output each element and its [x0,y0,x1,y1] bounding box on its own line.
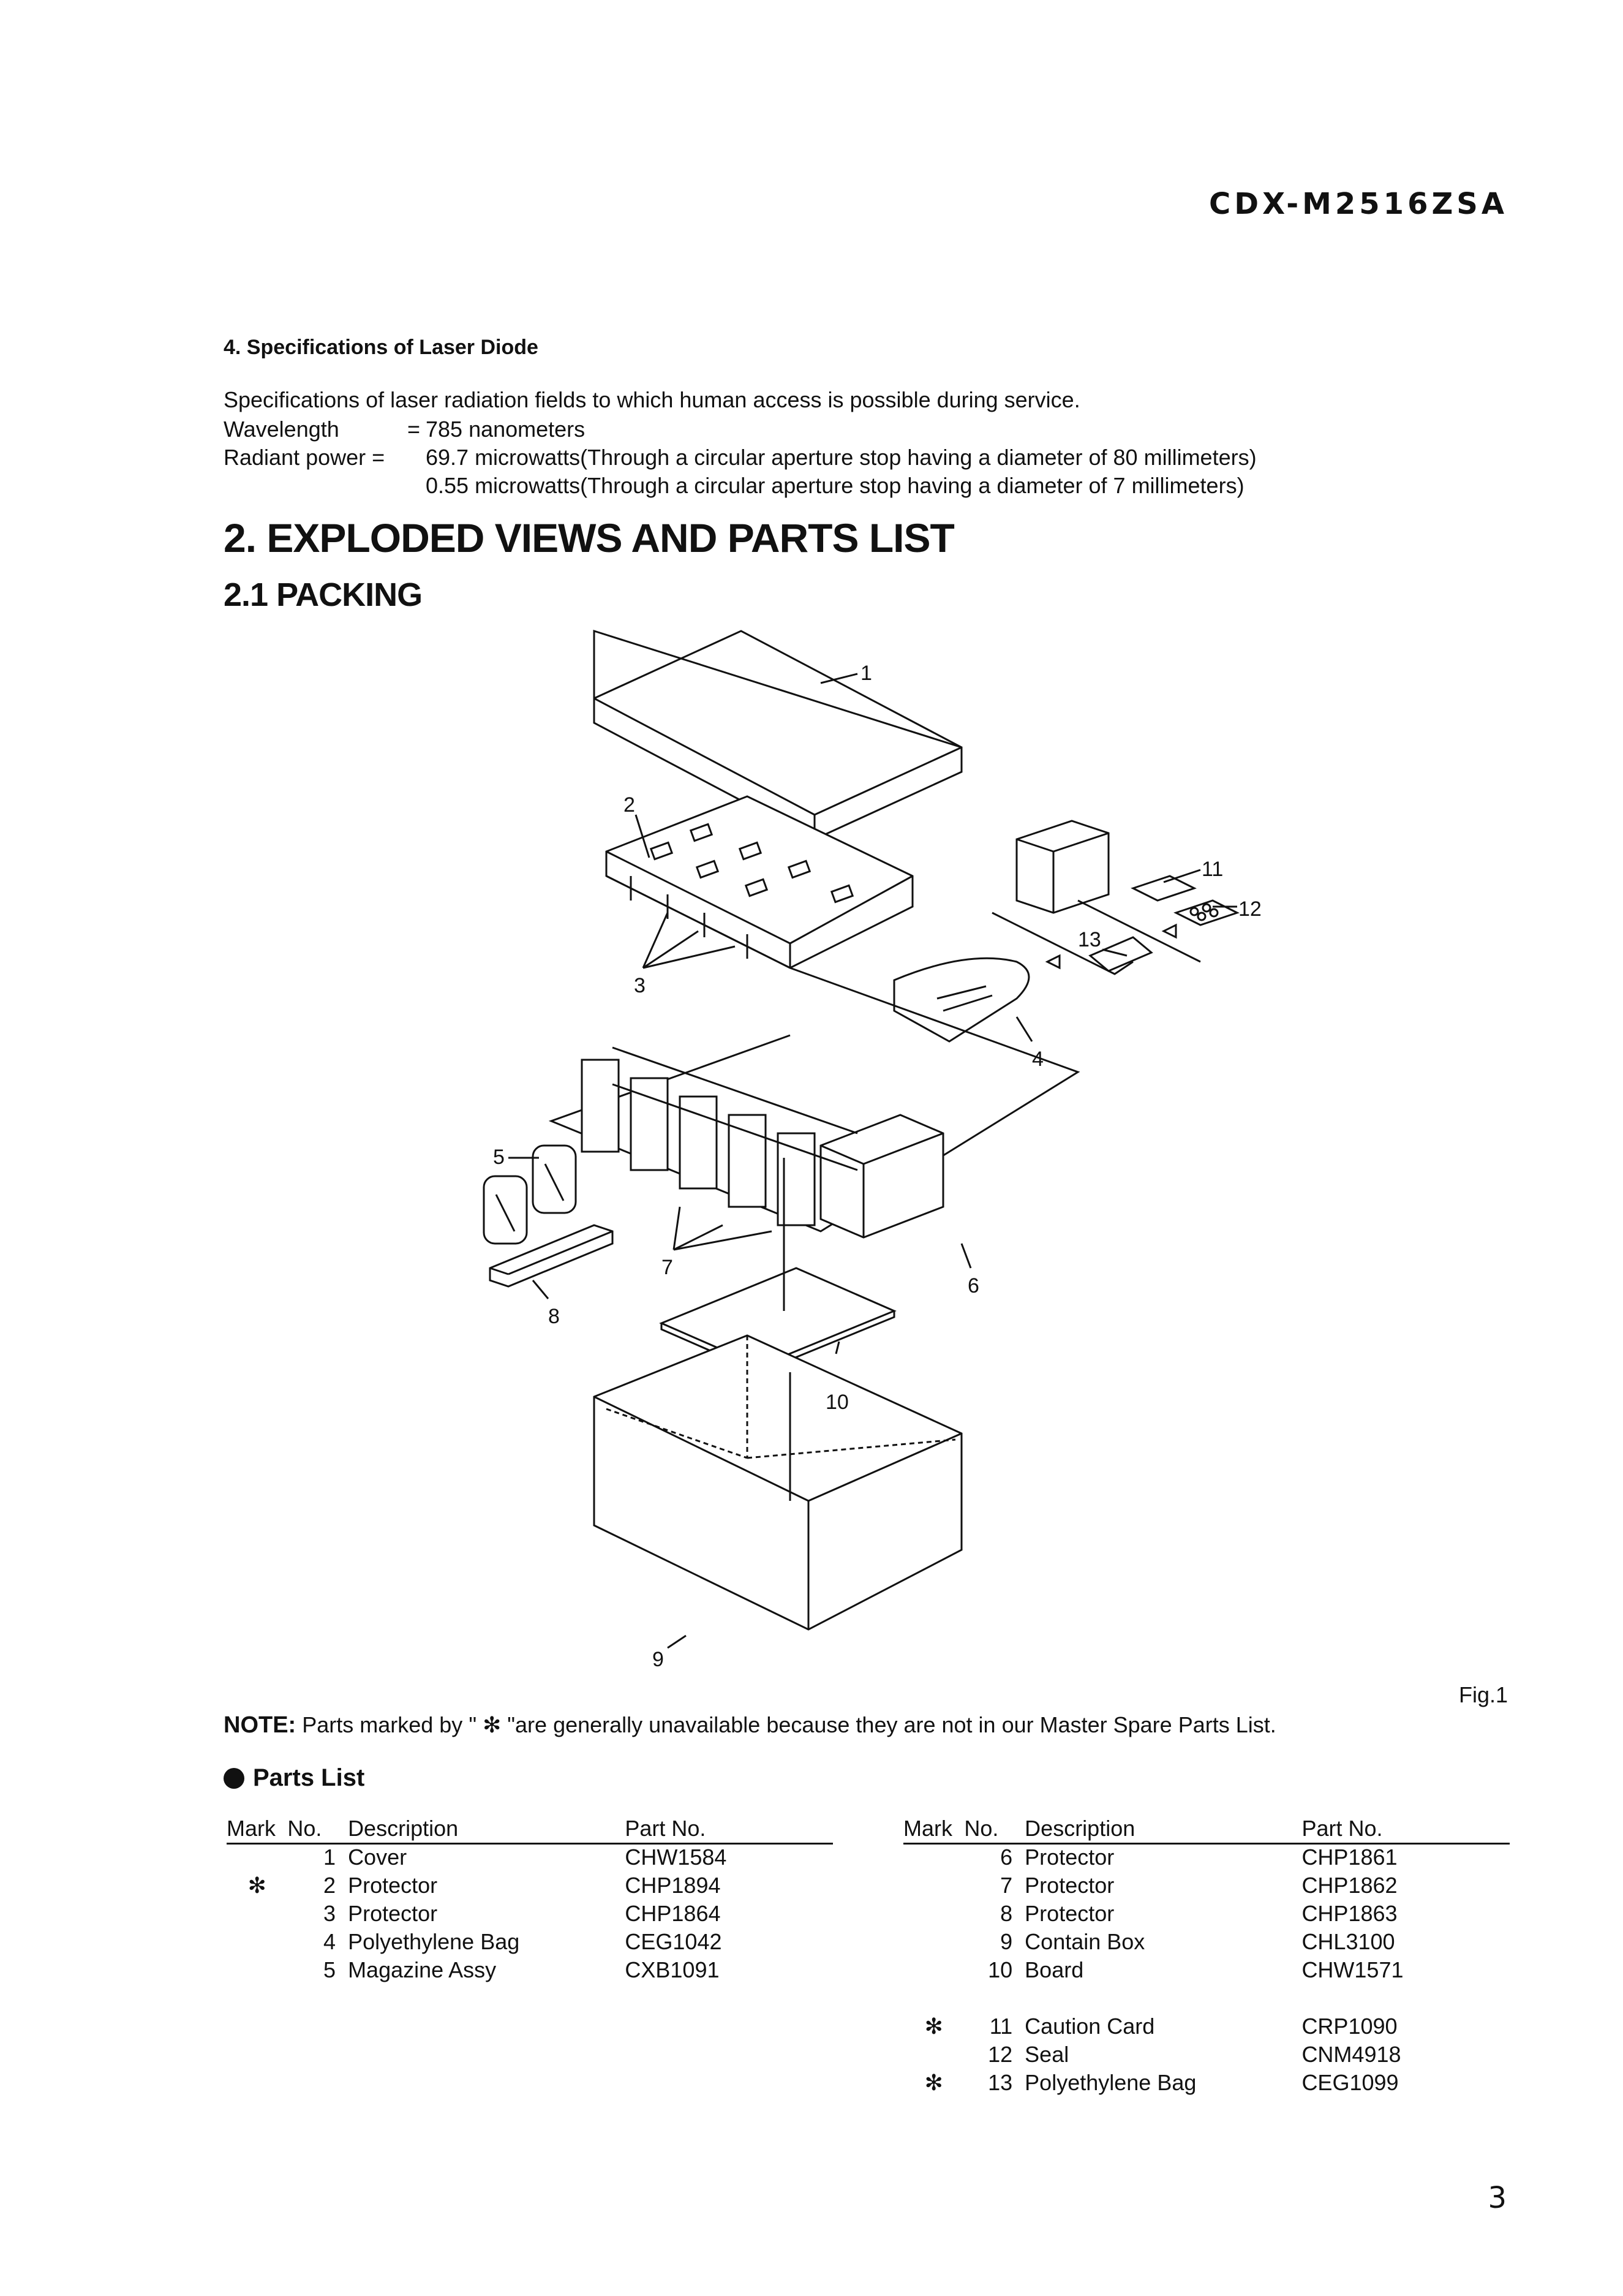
row-mark: ✻ [247,1873,266,1898]
table-spacer [903,1985,1510,2014]
row-mark [227,1901,287,1929]
row-mark [227,1957,287,1985]
row-desc: Polyethylene Bag [348,1929,520,1954]
callout-5: 5 [493,1146,505,1169]
row-no: 6 [1000,1845,1013,1870]
row-mark [903,1901,964,1929]
spec-intro: Specifications of laser radiation fields to which human access is possible during service. [224,387,1080,412]
row-mark [903,1844,964,1873]
callout-3: 3 [634,974,646,997]
row-part: CHP1863 [1301,1901,1398,1926]
row-no: 3 [323,1901,336,1926]
parts-list-title [224,1764,364,1792]
spec-section-title: 4. Specifications of Laser Diode [224,336,538,359]
table-row [903,1929,1510,1957]
row-part: CHL3100 [1301,1929,1395,1954]
row-mark [227,1844,287,1873]
row-part: CXB1091 [625,1957,720,1982]
table-row [903,1873,1510,1901]
callout-13: 13 [1078,928,1101,951]
row-mark [903,1873,964,1901]
row-desc: Protector [348,1901,438,1926]
callout-7: 7 [661,1256,673,1279]
cover-drawing [594,631,962,839]
spec-wavelength-value: 785 nanometers [426,417,586,442]
callout-4: 4 [1032,1048,1044,1071]
col-part: Part No. [1301,1813,1510,1844]
row-desc: Protector [1025,1873,1115,1898]
row-no: 13 [988,2070,1013,2095]
col-desc: Description [1025,1813,1301,1844]
table-row [227,1957,833,1985]
row-mark [903,2042,964,2070]
callout-9: 9 [652,1648,664,1671]
parts-list-title-text: Parts List [253,1764,365,1791]
row-part: CEG1099 [1301,2070,1399,2095]
row-desc: Protector [348,1873,438,1898]
col-no: No. [964,1813,1025,1844]
accessory-box-drawing [992,821,1237,974]
col-desc: Description [348,1813,625,1844]
spec-wavelength-eq: = [407,417,421,442]
row-part: CRP1090 [1301,2014,1398,2039]
callout-8: 8 [548,1305,560,1328]
section-subtitle: 2.1 PACKING [224,576,423,613]
row-mark [903,1957,964,1985]
spec-wavelength-label: Wavelength [224,417,339,442]
page-number: 3 [1488,2181,1507,2215]
row-desc: Protector [1025,1845,1115,1870]
row-desc: Magazine Assy [348,1957,497,1982]
row-no: 5 [323,1957,336,1982]
bullet-icon [224,1768,244,1789]
table-row [903,2014,1510,2042]
table-row [227,1901,833,1929]
protector-tray-drawing [606,796,913,968]
table-row [903,1844,1510,1873]
row-no: 11 [989,2014,1013,2039]
packing-exploded-diagram [429,619,1311,1709]
row-part: CNM4918 [1301,2042,1401,2067]
note-text: Parts marked by " ✻ "are generally unavailable because they are not in our Master Spare Parts List. [296,1712,1276,1737]
callout-11: 11 [1202,858,1224,881]
table-row [903,1957,1510,1985]
spec-wavelength-row [224,417,426,442]
callout-12: 12 [1238,897,1262,921]
table-row [903,1901,1510,1929]
row-desc: Board [1025,1957,1084,1982]
figure-label: Fig.1 [1458,1682,1508,1707]
col-no: No. [287,1813,348,1844]
table-row [903,2070,1510,2098]
row-desc: Caution Card [1025,2014,1155,2039]
parts-table-right [903,1813,1510,2098]
col-mark: Mark [227,1813,287,1844]
spec-radiant-value-2: 0.55 microwatts(Through a circular aperture stop having a diameter of 7 millimeters) [426,473,1245,498]
row-no: 12 [988,2042,1013,2067]
row-no: 7 [1000,1873,1013,1898]
spacer-cell [903,1985,1510,2014]
row-no: 9 [1000,1929,1013,1954]
row-desc: Contain Box [1025,1929,1145,1954]
row-no: 1 [323,1845,336,1870]
row-part: CHP1864 [625,1901,721,1926]
row-no: 10 [988,1957,1013,1982]
row-mark [227,1929,287,1957]
row-desc: Cover [348,1845,407,1870]
callout-2: 2 [623,793,635,817]
row-no: 8 [1000,1901,1013,1926]
row-part: CHW1571 [1301,1957,1404,1982]
row-mark: ✻ [924,2070,943,2095]
note-label: NOTE: [224,1712,296,1738]
row-part: CHW1584 [625,1845,727,1870]
row-no: 4 [323,1929,336,1954]
parts-table-left [227,1813,833,1985]
row-part: CHP1861 [1301,1845,1398,1870]
model-number: CDX-M2516ZSA [1209,187,1508,221]
row-desc: Polyethylene Bag [1025,2070,1197,2095]
table-header [227,1813,833,1844]
spec-radiant-value-1: 69.7 microwatts(Through a circular aperture stop having a diameter of 80 millimeters) [426,445,1257,470]
row-mark [903,1929,964,1957]
col-mark: Mark [903,1813,964,1844]
row-part: CEG1042 [625,1929,722,1954]
contain-box-drawing [594,1335,962,1629]
poly-bag-drawing [894,958,1029,1041]
row-desc: Protector [1025,1901,1115,1926]
spec-radiant-label: Radiant power = [224,445,385,470]
callout-6: 6 [968,1274,979,1297]
callout-10: 10 [826,1391,849,1414]
row-part: CHP1862 [1301,1873,1398,1898]
callout-1: 1 [860,662,872,685]
row-mark: ✻ [924,2014,943,2039]
row-no: 2 [323,1873,336,1898]
section-title: 2. EXPLODED VIEWS AND PARTS LIST [224,515,954,561]
note [224,1712,1276,1739]
table-row [227,1873,833,1901]
col-part: Part No. [625,1813,833,1844]
table-row [227,1844,833,1873]
row-part: CHP1894 [625,1873,721,1898]
table-row [227,1929,833,1957]
row-desc: Seal [1025,2042,1069,2067]
table-header [903,1813,1510,1844]
table-row [903,2042,1510,2070]
